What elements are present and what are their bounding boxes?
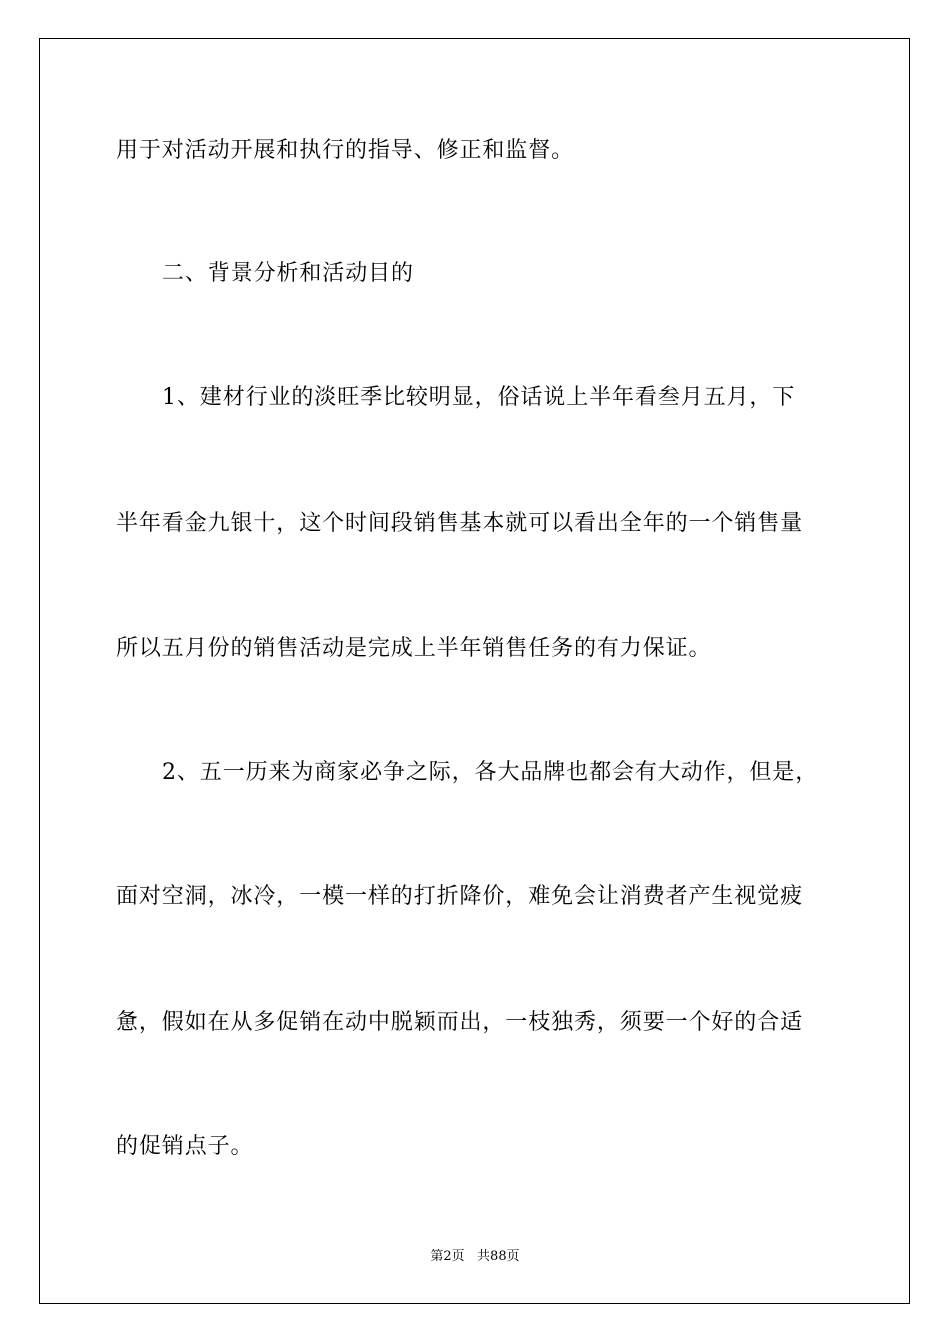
page-border — [39, 38, 910, 1304]
paragraph-2-line-1: 2、五一历来为商家必争之际，各大品牌也都会有大动作，但是， — [162, 760, 819, 785]
paragraph-1-line-2: 半年看金九银十，这个时间段销售基本就可以看出全年的一个销售量 — [116, 511, 804, 536]
page-number-footer: 第2页 共88页 — [430, 1249, 520, 1264]
body-text-line-1: 用于对活动开展和执行的指导、修正和监督。 — [116, 138, 575, 163]
section-heading: 二、背景分析和活动目的 — [162, 261, 414, 286]
paragraph-2-line-2: 面对空洞，冰冷，一模一样的打折降价，难免会让消费者产生视觉疲 — [116, 884, 804, 909]
paragraph-2-line-4: 的促销点子。 — [116, 1134, 254, 1159]
paragraph-2-line-3: 惫，假如在从多促销在动中脱颖而出，一枝独秀，须要一个好的合适 — [116, 1010, 804, 1035]
paragraph-1-line-3: 所以五月份的销售活动是完成上半年销售任务的有力保证。 — [116, 636, 712, 661]
paragraph-1-line-1: 1、建材行业的淡旺季比较明显，俗话说上半年看叁月五月，下 — [162, 385, 796, 410]
